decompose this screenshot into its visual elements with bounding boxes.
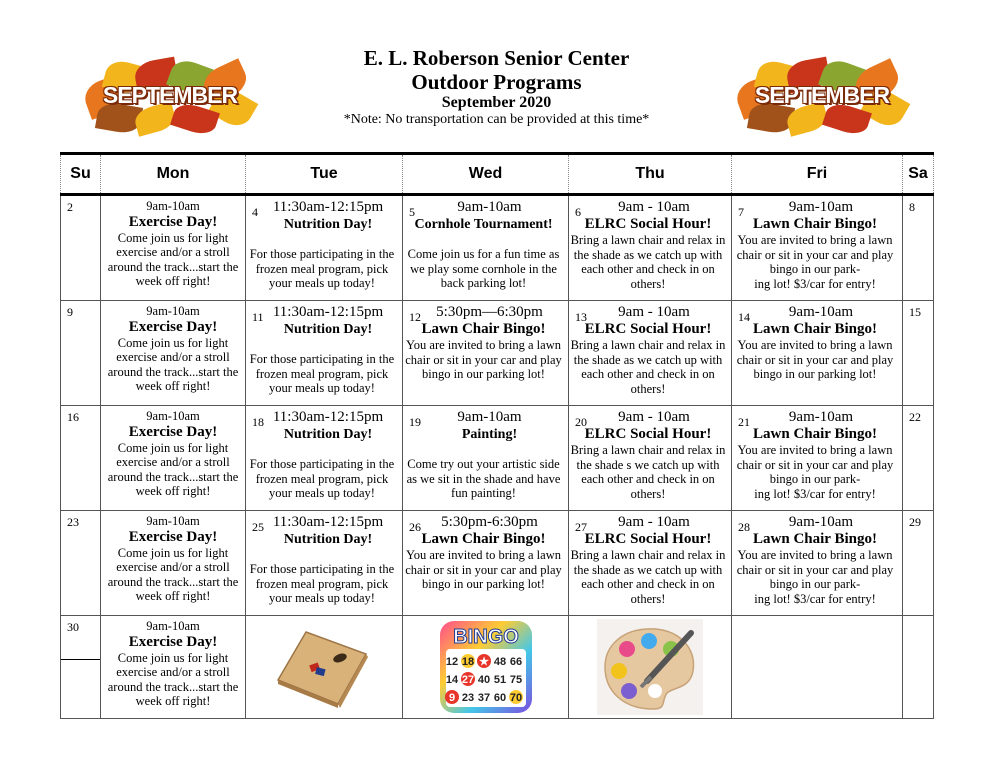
date-number: 16 [67,410,79,424]
day-cell [903,301,934,406]
event-title: Exercise Day! [128,528,218,545]
weekday-header: Sa [903,154,934,195]
event-title: Exercise Day! [128,633,218,650]
event-time: 11:30am-12:15pm [272,409,384,425]
event-time: 9am-10am [146,619,200,633]
bingo-number: 66 [509,656,522,668]
event-title: ELRC Social Hour! [584,321,712,337]
event-time: 5:30pm—6:30pm [436,304,543,320]
date-number: 6 [575,205,581,219]
weekday-header: Tue [246,154,403,195]
event-desc: You are invited to bring a lawn chair or sit in your car and play bingo in our parking lot! [405,548,562,591]
event-desc: You are invited to bring a lawn chair or sit in your car and play bingo in our park- [736,548,894,591]
day-cell [61,195,101,301]
september-logo-left [85,60,255,134]
event-desc: Bring a lawn chair and relax in the shade s we catch up with each other and check in on others! [570,443,726,501]
date-number: 4 [252,205,258,219]
day-cell [61,616,101,719]
month-title: September 2020 [441,94,552,111]
day-cell [246,301,403,406]
center-title: E. L. Roberson Senior Center [363,46,630,70]
day-cell [569,616,732,719]
day-cell [61,406,101,511]
day-cell [246,195,403,301]
event-desc: You are invited to bring a lawn chair or sit in your car and play bingo in our park- [736,233,894,276]
bingo-number: 18 [461,656,474,668]
day-cell [732,195,903,301]
event-desc: Come try out your artistic side as we sit in the shade and have fun painting! [406,457,561,500]
event-time: 9am-10am [788,514,854,530]
date-number: 23 [67,515,79,529]
event-title: Lawn Chair Bingo! [753,531,877,547]
date-number: 13 [575,310,587,324]
bingo-card-image [403,616,568,718]
event-desc-cont: ing lot! $3/car for entry! [754,276,876,291]
event-desc: For those participating in the frozen meal program, pick your meals up today! [249,352,395,395]
paint-palette-image [569,616,731,718]
event-time: 9am - 10am [618,514,690,530]
day-cell [903,511,934,616]
program-title: Outdoor Programs [411,70,582,94]
bingo-number: 9 [448,692,455,704]
event-time: 11:30am-12:15pm [272,199,384,215]
weekday-header: Thu [569,154,732,195]
event-desc: You are invited to bring a lawn chair or sit in your car and play bingo in our park- [736,443,894,486]
event-time: 9am-10am [788,409,854,425]
day-cell [403,301,569,406]
event-time: 5:30pm-6:30pm [441,514,538,530]
bingo-number: 75 [509,674,522,686]
transport-note: *Note: No transportation can be provided at this time* [343,112,650,127]
date-number: 20 [575,415,587,429]
event-time: 11:30am-12:15pm [272,304,384,320]
day-cell [903,616,934,719]
event-title: Lawn Chair Bingo! [753,216,877,232]
event-desc-cont: ing lot! $3/car for entry! [754,486,876,501]
event-time: 9am-10am [457,409,522,425]
event-title: Lawn Chair Bingo! [421,321,546,337]
week-row [61,195,934,301]
day-cell [569,195,732,301]
event-time: 9am - 10am [618,199,690,215]
day-cell [101,195,246,301]
bingo-number: 60 [493,692,506,704]
september-logo-right [737,60,907,134]
bingo-number: 27 [461,674,474,686]
calendar-grid [60,152,934,719]
event-title: Exercise Day! [128,318,218,335]
bingo-number: 12 [445,656,458,668]
day-cell [732,616,903,719]
event-title: ELRC Social Hour! [584,216,712,232]
day-cell [101,616,246,719]
event-title: Nutrition Day! [283,427,373,442]
day-cell [101,406,246,511]
bingo-number: 40 [477,674,490,686]
day-cell [732,511,903,616]
event-desc: Come join us for a fun time as we play some cornhole in the back parking lot! [407,247,560,290]
day-cell [246,406,403,511]
event-title: Exercise Day! [128,423,218,440]
cornhole-board-icon [274,624,374,710]
weekday-header: Fri [732,154,903,195]
event-title: Lawn Chair Bingo! [753,426,877,442]
day-cell [403,195,569,301]
event-desc: For those participating in the frozen meal program, pick your meals up today! [249,562,395,605]
bingo-number: 70 [509,692,522,704]
event-time: 9am-10am [146,514,200,528]
cornhole-board-image [246,616,402,718]
week-row [61,406,934,511]
day-cell [732,301,903,406]
date-number: 7 [738,205,744,219]
event-desc: You are invited to bring a lawn chair or sit in your car and play bingo in our parking lot! [405,338,562,381]
weekday-header: Su [61,154,101,195]
bingo-card-icon [438,619,534,715]
day-cell [569,406,732,511]
week-row [61,301,934,406]
event-title: ELRC Social Hour! [584,531,712,547]
event-time: 9am-10am [788,304,854,320]
event-desc: Come join us for light exercise and/or a stroll around the track...start the week off right! [107,545,239,603]
weekday-header: Mon [101,154,246,195]
event-title: Nutrition Day! [283,322,373,337]
day-cell [246,616,403,719]
date-number: 28 [738,520,750,534]
event-desc: Bring a lawn chair and relax in the shade as we catch up with each other and check in on others! [570,548,726,606]
day-cell [569,511,732,616]
event-time: 9am-10am [146,304,200,318]
date-number: 30 [67,620,79,634]
date-number: 2 [67,200,73,214]
event-time: 9am-10am [146,199,200,213]
event-title: Nutrition Day! [283,532,373,547]
event-title: Exercise Day! [128,213,218,230]
event-desc: Bring a lawn chair and relax in the shade as we catch up with each other and check in on others! [570,338,726,396]
event-time: 9am-10am [788,199,854,215]
event-time: 9am - 10am [618,304,690,320]
date-number: 5 [409,205,415,219]
event-desc: Bring a lawn chair and relax in the shade as we catch up with each other and check in on others! [570,233,726,291]
bingo-number: 51 [493,674,506,686]
day-cell [903,406,934,511]
event-time: 11:30am-12:15pm [272,514,384,530]
event-desc: Come join us for light exercise and/or a stroll around the track...start the week off right! [107,650,239,708]
event-desc: Come join us for light exercise and/or a stroll around the track...start the week off right! [107,440,239,498]
date-number: 11 [252,310,264,324]
event-title: Lawn Chair Bingo! [421,531,546,547]
bingo-number: 14 [445,674,458,686]
event-title: Nutrition Day! [283,217,373,232]
event-desc: For those participating in the frozen meal program, pick your meals up today! [249,247,395,290]
logo-text: SEPTEMBER [102,82,238,108]
day-cell [903,195,934,301]
date-number: 8 [909,200,915,214]
event-time: 9am-10am [457,199,522,215]
weekday-header-row [61,154,934,195]
event-desc: You are invited to bring a lawn chair or sit in your car and play bingo in our parking lot! [736,338,894,381]
event-desc: Come join us for light exercise and/or a stroll around the track...start the week off right! [107,335,239,393]
bingo-number: 48 [493,656,506,668]
cell-divider [61,659,100,660]
paint-palette-icon [597,619,703,715]
day-cell [403,616,569,719]
weekday-header: Wed [403,154,569,195]
date-number: 9 [67,305,73,319]
logo-text: SEPTEMBER [754,82,890,108]
event-title: Lawn Chair Bingo! [753,321,877,337]
bingo-number: 23 [461,692,474,704]
event-desc: For those participating in the frozen meal program, pick your meals up today! [249,457,395,500]
bingo-star: ★ [478,656,489,668]
event-time: 9am-10am [146,409,200,423]
day-cell [403,406,569,511]
day-cell [732,406,903,511]
week-row [61,511,934,616]
date-number: 18 [252,415,264,429]
event-desc: Come join us for light exercise and/or a stroll around the track...start the week off right! [107,230,239,288]
event-title: Painting! [461,427,518,442]
date-number: 26 [409,520,421,534]
bingo-number: 37 [477,692,490,704]
week-row [61,616,934,719]
date-number: 22 [909,410,921,424]
date-number: 21 [738,415,750,429]
day-cell [101,301,246,406]
date-number: 27 [575,520,587,534]
date-number: 25 [252,520,264,534]
bingo-word: BINGO [452,626,519,648]
date-number: 19 [409,415,421,429]
event-time: 9am - 10am [618,409,690,425]
day-cell [403,511,569,616]
day-cell [101,511,246,616]
day-cell [246,511,403,616]
event-desc-cont: ing lot! $3/car for entry! [754,591,876,606]
date-number: 15 [909,305,921,319]
date-number: 14 [738,310,750,324]
event-title: Cornhole Tournament! [414,217,553,232]
date-number: 29 [909,515,921,529]
day-cell [61,301,101,406]
event-title: ELRC Social Hour! [584,426,712,442]
date-number: 12 [409,310,421,324]
day-cell [61,511,101,616]
day-cell [569,301,732,406]
